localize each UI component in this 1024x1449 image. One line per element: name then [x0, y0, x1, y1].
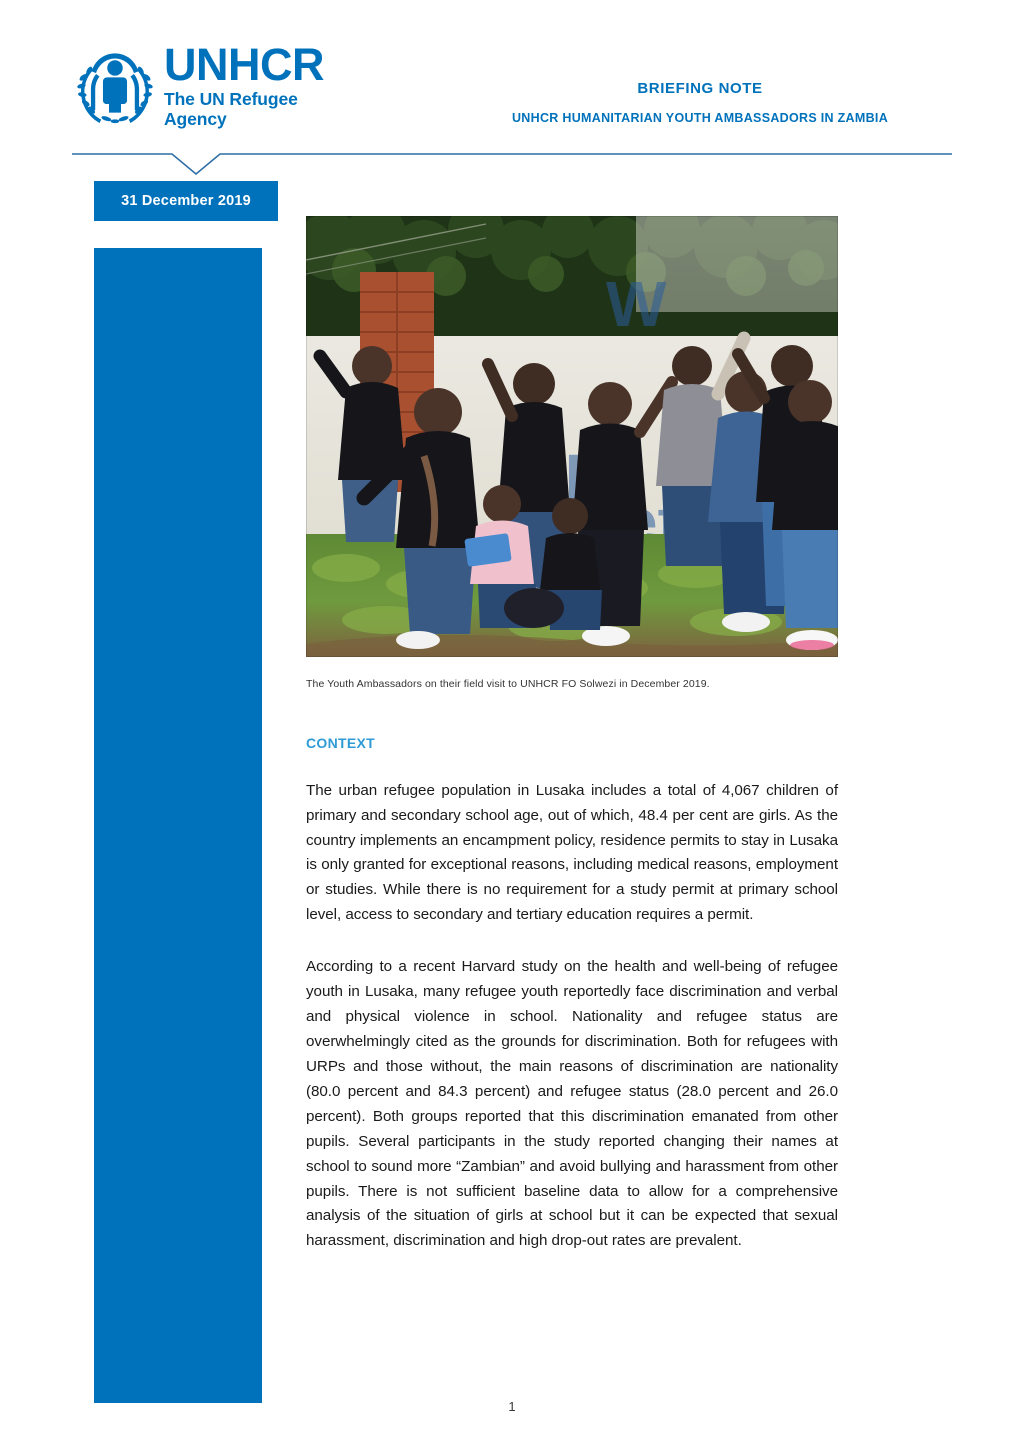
page-number: 1 — [508, 1399, 516, 1414]
header-divider — [72, 152, 952, 178]
header-photograph — [306, 216, 838, 657]
section-heading-context: CONTEXT — [306, 734, 375, 751]
unhcr-logo-tagline: The UN Refugee Agency — [164, 89, 298, 129]
unhcr-logo — [72, 38, 362, 133]
date-badge — [94, 181, 278, 221]
unhcr-logo-wordmark — [164, 39, 362, 129]
context-paragraph-1: The urban refugee population in Lusaka includes a total of 4,067 children of primary and secondary school age, out of which, 48.4 per cent are girls. As the country implements an encampment policy, residence permits to stay in Lusaka is only granted for exceptional reasons, including medical reasons, employment or studies. While there is no requirement for a study permit at primary school level, access to secondary and tertiary education requires a permit. — [306, 781, 838, 924]
document-kind-title: BRIEFING NOTE — [637, 80, 763, 97]
page-header — [0, 0, 1024, 160]
unhcr-logo-word: UNHCR — [164, 39, 324, 91]
context-paragraph-2: According to a recent Harvard study on the health and well-being of refugee youth in Lusaka, many refugee youth reportedly face discrimination and verbal and physical violence in school. Nationality and refugee status are overwhelmingly cited as the grounds for discrimination. Both for refugees with URPs and those without, the main reasons of discrimination are nationality (80.0 percent and 84.3 percent) and refugee status (28.0 percent and 26.0 percent). Both groups reported that this discrimination emanated from other pupils. Several participants in the study reported changing their names at school to sound more “Zambian” and avoid bullying and harassment from other pupils. There is not sufficient baseline data to allow for a comprehensive analysis of the situation of girls at school but it can be expected that sexual harassment, discrimination and high drop-out rates are prevalent. — [306, 958, 838, 1250]
sidebar-accent-bar — [94, 248, 262, 1403]
main-content-column — [306, 216, 838, 1254]
svg-text:W: W — [606, 268, 667, 340]
unhcr-laurel-figures-logo-icon — [72, 43, 158, 129]
photo-caption: The Youth Ambassadors on their field visit to UNHCR FO Solwezi in December 2019. — [306, 678, 710, 690]
header-title-block — [400, 78, 1000, 128]
document-subject-title: UNHCR HUMANITARIAN YOUTH AMBASSADORS IN ZAMBIA — [511, 110, 889, 125]
date-badge-label: 31 December 2019 — [121, 193, 251, 209]
